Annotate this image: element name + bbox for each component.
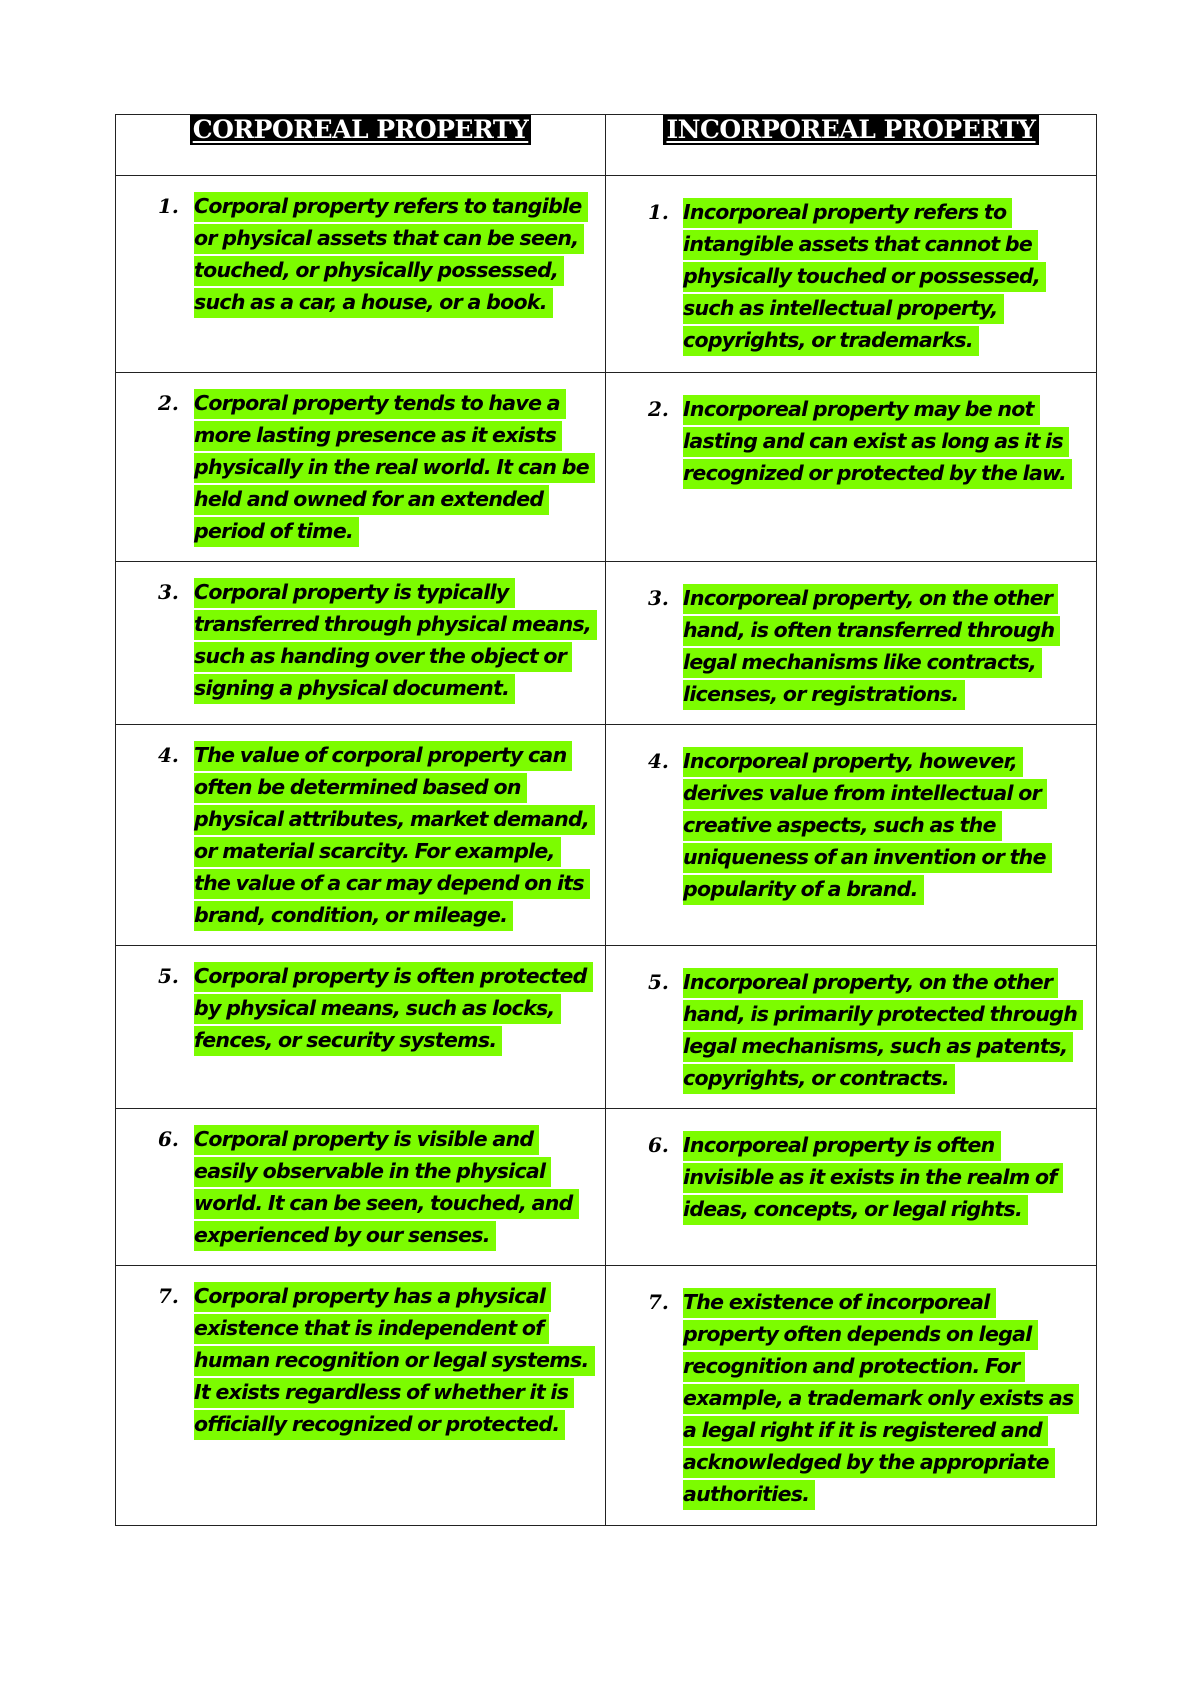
corporeal-text: Corporal property has a physical existence that is independent of human recognition or legal systems. It exists regardless of whether it is officially recognized or protected. xyxy=(194,1282,595,1440)
incorporeal-text: Incorporeal property is often invisible as it exists in the realm of ideas, concepts, or legal rights. xyxy=(683,1131,1063,1225)
corporeal-cell xyxy=(116,562,606,725)
table-row xyxy=(116,1266,1097,1526)
corporeal-text: Corporal property tends to have a more lasting presence as it exists physically in the real world. It can be held and owned for an extended period of time. xyxy=(194,389,595,547)
incorporeal-text: Incorporeal property refers to intangible assets that cannot be physically touched or possessed, such as intellectual property, copyrights, or trademarks. xyxy=(683,198,1046,356)
incorporeal-text: Incorporeal property, however, derives value from intellectual or creative aspects, such as the uniqueness of an invention or the popularity of a brand. xyxy=(683,747,1052,905)
incorporeal-cell xyxy=(606,176,1097,373)
incorporeal-text: Incorporeal property, on the other hand, is often transferred through legal mechanisms like contracts, licenses, or registrations. xyxy=(683,584,1060,710)
item-number: 5. xyxy=(158,964,179,988)
header-corporeal xyxy=(116,115,606,176)
header-row xyxy=(116,115,1097,176)
incorporeal-text: Incorporeal property, on the other hand, is primarily protected through legal mechanisms, such as patents, copyrights, or contracts. xyxy=(683,968,1083,1094)
item-number: 2. xyxy=(158,391,179,415)
item-number: 1. xyxy=(648,200,669,224)
item-number: 4. xyxy=(648,749,669,773)
corporeal-cell xyxy=(116,1266,606,1526)
corporeal-text: The value of corporal property can often be determined based on physical attributes, market demand, or material scarcity. For example, the value of a car may depend on its brand, condition, or mileage. xyxy=(194,741,595,931)
header-corporeal-label: CORPOREAL PROPERTY xyxy=(190,115,532,145)
header-incorporeal xyxy=(606,115,1097,176)
corporeal-cell xyxy=(116,1109,606,1266)
corporeal-text: Corporal property refers to tangible or physical assets that can be seen, touched, or physically possessed, such as a car, a house, or a book. xyxy=(194,192,588,318)
item-number: 7. xyxy=(648,1290,669,1314)
comparison-table xyxy=(115,114,1097,1526)
corporeal-cell xyxy=(116,176,606,373)
incorporeal-cell xyxy=(606,373,1097,562)
item-number: 3. xyxy=(158,580,179,604)
corporeal-text: Corporal property is visible and easily observable in the physical world. It can be seen, touched, and experienced by our senses. xyxy=(194,1125,579,1251)
incorporeal-text: The existence of incorporeal property often depends on legal recognition and protection. For example, a trademark only exists as a legal right if it is registered and acknowledged by the appropriate authorities. xyxy=(683,1288,1079,1510)
table-row xyxy=(116,176,1097,373)
item-number: 5. xyxy=(648,970,669,994)
incorporeal-cell xyxy=(606,946,1097,1109)
table-row xyxy=(116,725,1097,946)
item-number: 7. xyxy=(158,1284,179,1308)
table-row xyxy=(116,1109,1097,1266)
item-number: 6. xyxy=(648,1133,669,1157)
item-number: 6. xyxy=(158,1127,179,1151)
incorporeal-text: Incorporeal property may be not lasting and can exist as long as it is recognized or protected by the law. xyxy=(683,395,1072,489)
table-row xyxy=(116,373,1097,562)
incorporeal-cell xyxy=(606,725,1097,946)
incorporeal-cell xyxy=(606,1109,1097,1266)
corporeal-cell xyxy=(116,725,606,946)
header-incorporeal-label: INCORPOREAL PROPERTY xyxy=(663,115,1038,145)
item-number: 4. xyxy=(158,743,179,767)
corporeal-text: Corporal property is typically transferred through physical means, such as handing over the object or signing a physical document. xyxy=(194,578,597,704)
table-row xyxy=(116,562,1097,725)
item-number: 1. xyxy=(158,194,179,218)
corporeal-cell xyxy=(116,946,606,1109)
item-number: 3. xyxy=(648,586,669,610)
corporeal-cell xyxy=(116,373,606,562)
item-number: 2. xyxy=(648,397,669,421)
incorporeal-cell xyxy=(606,1266,1097,1526)
corporeal-text: Corporal property is often protected by physical means, such as locks, fences, or security systems. xyxy=(194,962,593,1056)
table-row xyxy=(116,946,1097,1109)
incorporeal-cell xyxy=(606,562,1097,725)
